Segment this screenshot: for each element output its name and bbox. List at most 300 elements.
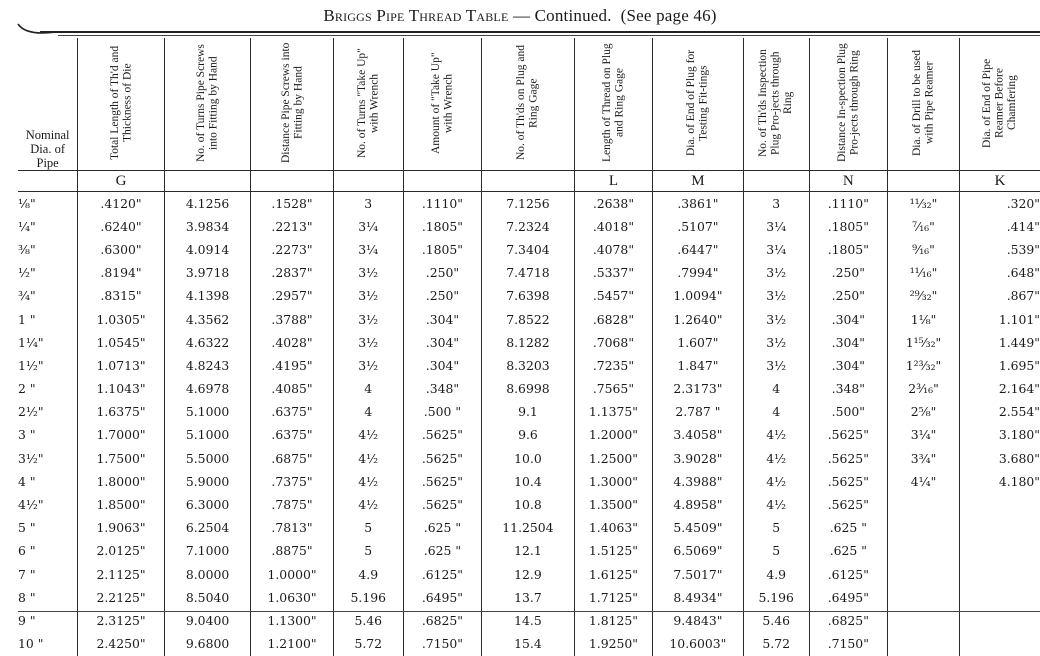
table-cell-drill: ⁹⁄₁₆": [887, 238, 959, 261]
table-cell-drill: 1²³⁄₃₂": [887, 354, 959, 377]
table-cell-threads_gage: 15.4: [482, 633, 575, 656]
table-cell-g: 2.4250": [78, 633, 165, 656]
table-row: [18, 493, 1040, 516]
table-cell-turns_wrench: 3¼: [333, 238, 403, 261]
table-cell-dist_hand: .7813": [251, 517, 333, 540]
table-cell-dist_hand: 1.0000": [251, 563, 333, 586]
table-cell-m: 2.787 ": [653, 401, 744, 424]
column-header-label: Distance Pipe Screws into Fitting by Hand: [279, 42, 305, 164]
table-cell-threads_gage: 8.6998: [482, 378, 575, 401]
table-cell-threads_gage: 11.2504: [482, 517, 575, 540]
table-cell-k: .414": [960, 215, 1040, 238]
table-cell-k: [960, 540, 1040, 563]
table-cell-k: 1.101": [960, 308, 1040, 331]
column-header-text-box: [253, 42, 330, 164]
table-cell-nominal: ⅛": [18, 195, 36, 211]
letter-row: [18, 171, 1040, 192]
table-cell-insp_threads: 5.46: [743, 609, 809, 632]
top-rule-thin: [58, 35, 1040, 36]
column-header-label: Dia. of End of Pipe Reamer Before Chamfering: [981, 58, 1019, 148]
table-cell-m: 1.847": [653, 354, 744, 377]
table-cell-n: .625 ": [809, 540, 887, 563]
table-cell-nominal: 1½": [18, 357, 44, 373]
table-cell-dist_hand: .2273": [251, 238, 333, 261]
table-cell-threads_gage: 9.1: [482, 401, 575, 424]
table-cell-dist_hand: .7375": [251, 470, 333, 493]
table-row: [18, 517, 1040, 540]
table-cell-amt_wrench: .250": [403, 285, 481, 308]
column-header-text-box: [167, 42, 249, 164]
table-cell-turns_hand: 5.9000: [164, 470, 251, 493]
column-letter: [18, 171, 78, 192]
table-cell-dist_hand: .6875": [251, 447, 333, 470]
table-row: [18, 354, 1040, 377]
table-cell-k: [960, 493, 1040, 516]
table-cell-g: .8194": [78, 262, 165, 285]
table-cell-turns_wrench: 4.9: [333, 563, 403, 586]
column-letter: [482, 171, 575, 192]
table-cell-nominal: 8 ": [18, 589, 36, 605]
column-header-text-box: [406, 42, 479, 164]
table-cell-turns_wrench: 3½: [333, 285, 403, 308]
table-cell-nominal: 4½": [18, 497, 44, 513]
table-cell-m: .3861": [653, 192, 744, 216]
table-cell-amt_wrench: .6495": [403, 586, 481, 609]
table-cell-dist_hand: .3788": [251, 308, 333, 331]
column-letter: [743, 171, 809, 192]
table-row: [18, 285, 1040, 308]
column-header-label: Total Length of Th'd and Thickness of Die: [108, 45, 134, 161]
column-letter: [164, 171, 251, 192]
table-cell-turns_wrench: 3½: [333, 331, 403, 354]
table-cell-nominal: 3 ": [18, 427, 36, 443]
table-cell-drill: 2⅝": [887, 401, 959, 424]
table-cell-l: 1.7125": [574, 586, 652, 609]
table-cell-nominal: ¼": [18, 218, 36, 234]
table-cell-threads_gage: 12.1: [482, 540, 575, 563]
table-cell-n: .500": [809, 401, 887, 424]
bottom-rule: [18, 611, 1040, 612]
table-cell-turns_hand: 4.6322: [164, 331, 251, 354]
table-cell-l: 1.9250": [574, 633, 652, 656]
table-cell-turns_wrench: 5: [333, 540, 403, 563]
table-cell-k: [960, 586, 1040, 609]
table-cell-nominal: 3½": [18, 450, 44, 466]
table-cell-k: .648": [960, 262, 1040, 285]
table-cell-threads_gage: 10.8: [482, 493, 575, 516]
column-header-dist_hand: [251, 38, 333, 171]
column-header-turns_wrench: [333, 38, 403, 171]
column-header-text-box: [484, 42, 572, 164]
column-header-text-box: [746, 42, 807, 164]
table-cell-l: 1.3500": [574, 493, 652, 516]
table-cell-dist_hand: .1528": [251, 192, 333, 216]
table-cell-amt_wrench: .5625": [403, 493, 481, 516]
table-cell-threads_gage: 13.7: [482, 586, 575, 609]
table-cell-n: .304": [809, 331, 887, 354]
table-cell-g: 1.1043": [78, 378, 165, 401]
table-cell-threads_gage: 7.6398: [482, 285, 575, 308]
table-row: [18, 586, 1040, 609]
table-cell-l: 1.1375": [574, 401, 652, 424]
column-header-text-box: [962, 42, 1038, 164]
table-cell-l: .7235": [574, 354, 652, 377]
table-cell-dist_hand: .8875": [251, 540, 333, 563]
table-cell-drill: ¹¹⁄₃₂": [887, 192, 959, 216]
column-header-label: Length of Thread on Plug and Ring Gage: [600, 43, 626, 163]
table-cell-drill: ²⁹⁄₃₂": [887, 285, 959, 308]
table-cell-amt_wrench: .5625": [403, 424, 481, 447]
table-cell-nominal: 10 ": [18, 636, 44, 652]
table-cell-g: 2.1125": [78, 563, 165, 586]
table-cell-nominal: 4 ": [18, 473, 36, 489]
column-header-nominal: Nominal Dia. of Pipe: [25, 128, 70, 170]
table-cell-m: 1.0094": [653, 285, 744, 308]
table-cell-n: .5625": [809, 470, 887, 493]
column-header-label: No. of Th'ds Inspection Plug Pro-jects through Ring: [757, 49, 795, 157]
column-header-drill: [887, 38, 959, 171]
table-cell-drill: [887, 517, 959, 540]
table-cell-n: .5625": [809, 447, 887, 470]
table-cell-turns_wrench: 4½: [333, 424, 403, 447]
table-cell-nominal: 9 ": [18, 612, 36, 628]
table-cell-amt_wrench: .304": [403, 331, 481, 354]
table-cell-threads_gage: 8.3203: [482, 354, 575, 377]
table-cell-n: .6495": [809, 586, 887, 609]
table-cell-m: .6447": [653, 238, 744, 261]
table-cell-insp_threads: 3½: [743, 331, 809, 354]
column-header-threads_gage: [482, 38, 575, 171]
table-cell-insp_threads: 4½: [743, 447, 809, 470]
table-cell-n: .250": [809, 262, 887, 285]
table-cell-drill: 3¾": [887, 447, 959, 470]
column-header-label: No. of Turns Pipe Screws into Fitting by Hand: [195, 44, 220, 162]
table-cell-m: 1.607": [653, 331, 744, 354]
table-cell-turns_hand: 3.9834: [164, 215, 251, 238]
table-cell-g: 1.8500": [78, 493, 165, 516]
column-letter: [403, 171, 481, 192]
column-header-text-box: [80, 42, 162, 164]
table-cell-g: 1.8000": [78, 470, 165, 493]
table-cell-drill: ⁷⁄₁₆": [887, 215, 959, 238]
table-cell-l: .4078": [574, 238, 652, 261]
table-cell-l: .2638": [574, 192, 652, 216]
table-cell-insp_threads: 3¼: [743, 238, 809, 261]
table-cell-insp_threads: 5: [743, 517, 809, 540]
table-cell-threads_gage: 7.8522: [482, 308, 575, 331]
table-cell-n: .1805": [809, 215, 887, 238]
column-header-label: Amount of "Take Up" with Wrench: [429, 52, 455, 154]
table-cell-amt_wrench: .5625": [403, 447, 481, 470]
table-cell-nominal: 2 ": [18, 381, 36, 397]
pipe-thread-table: [18, 38, 1040, 656]
table-cell-dist_hand: .6375": [251, 401, 333, 424]
column-header-label: Distance In-spection Plug Pro-jects through Ring: [835, 43, 861, 163]
table-cell-turns_wrench: 5.196: [333, 586, 403, 609]
table-cell-g: 2.2125": [78, 586, 165, 609]
column-letter: G: [78, 171, 165, 192]
table-cell-insp_threads: 3½: [743, 308, 809, 331]
table-cell-insp_threads: 4½: [743, 470, 809, 493]
table-cell-dist_hand: 1.1300": [251, 609, 333, 632]
table-cell-turns_wrench: 4: [333, 401, 403, 424]
column-letter: [333, 171, 403, 192]
table-cell-turns_hand: 4.1398: [164, 285, 251, 308]
table-row: [18, 470, 1040, 493]
table-cell-n: .5625": [809, 493, 887, 516]
table-cell-m: 3.9028": [653, 447, 744, 470]
column-letter: N: [809, 171, 887, 192]
column-header-g: [78, 38, 165, 171]
table-cell-n: .1805": [809, 238, 887, 261]
table-cell-amt_wrench: .1805": [403, 215, 481, 238]
table-cell-nominal: 1¼": [18, 334, 44, 350]
table-cell-l: 1.3000": [574, 470, 652, 493]
table-cell-l: 1.8125": [574, 609, 652, 632]
table-cell-m: .5107": [653, 215, 744, 238]
table-cell-turns_hand: 6.3000: [164, 493, 251, 516]
table-row: [18, 447, 1040, 470]
table-cell-amt_wrench: .625 ": [403, 517, 481, 540]
table-cell-k: 1.449": [960, 331, 1040, 354]
table-row: [18, 540, 1040, 563]
table-cell-n: .304": [809, 354, 887, 377]
table-cell-dist_hand: .2213": [251, 215, 333, 238]
table-cell-threads_gage: 10.0: [482, 447, 575, 470]
table-cell-dist_hand: .4195": [251, 354, 333, 377]
table-cell-turns_hand: 9.6800: [164, 633, 251, 656]
table-cell-insp_threads: 4½: [743, 493, 809, 516]
table-cell-n: .7150": [809, 633, 887, 656]
table-cell-m: 5.4509": [653, 517, 744, 540]
table-cell-g: 2.0125": [78, 540, 165, 563]
table-row: [18, 633, 1040, 656]
table-cell-turns_wrench: 4½: [333, 470, 403, 493]
table-cell-drill: 2³⁄₁₆": [887, 378, 959, 401]
table-cell-turns_wrench: 3½: [333, 354, 403, 377]
table-cell-dist_hand: 1.2100": [251, 633, 333, 656]
column-header-l: [574, 38, 652, 171]
table-cell-drill: [887, 609, 959, 632]
table-cell-m: 7.5017": [653, 563, 744, 586]
column-header-n: [809, 38, 887, 171]
top-rule: [40, 31, 1040, 33]
table-cell-k: 2.164": [960, 378, 1040, 401]
table-cell-g: .6300": [78, 238, 165, 261]
title-name: Briggs Pipe Thread Table: [323, 6, 509, 25]
table-row: [18, 378, 1040, 401]
table-cell-l: 1.2000": [574, 424, 652, 447]
table-cell-turns_hand: 4.3562: [164, 308, 251, 331]
table-cell-turns_wrench: 5.72: [333, 633, 403, 656]
table-cell-insp_threads: 3½: [743, 285, 809, 308]
column-header-turns_hand: [164, 38, 251, 171]
table-cell-insp_threads: 3¼: [743, 215, 809, 238]
table-cell-amt_wrench: .7150": [403, 633, 481, 656]
table-cell-m: 4.8958": [653, 493, 744, 516]
table-cell-amt_wrench: .1110": [403, 192, 481, 216]
table-cell-turns_hand: 8.0000: [164, 563, 251, 586]
table-cell-m: 9.4843": [653, 609, 744, 632]
table-row: [18, 331, 1040, 354]
table-cell-m: 8.4934": [653, 586, 744, 609]
table-cell-nominal: 2½": [18, 404, 44, 420]
table-cell-nominal: 7 ": [18, 566, 36, 582]
table-cell-nominal: 1 ": [18, 311, 36, 327]
table-cell-amt_wrench: .304": [403, 354, 481, 377]
table-cell-turns_wrench: 4: [333, 378, 403, 401]
table-cell-threads_gage: 8.1282: [482, 331, 575, 354]
table-cell-insp_threads: 3½: [743, 354, 809, 377]
column-header-label: Dia. of End of Plug for Testing Fit-tings: [685, 49, 710, 157]
table-cell-drill: [887, 493, 959, 516]
table-cell-turns_wrench: 4½: [333, 447, 403, 470]
table-cell-threads_gage: 7.4718: [482, 262, 575, 285]
table-row: [18, 238, 1040, 261]
table-cell-turns_hand: 4.8243: [164, 354, 251, 377]
table-cell-l: .6828": [574, 308, 652, 331]
table-cell-amt_wrench: .1805": [403, 238, 481, 261]
table-cell-k: [960, 563, 1040, 586]
table-cell-n: .250": [809, 285, 887, 308]
table-cell-turns_hand: 5.5000: [164, 447, 251, 470]
table-cell-m: 10.6003": [653, 633, 744, 656]
table-cell-m: 4.3988": [653, 470, 744, 493]
column-header-k: [960, 38, 1040, 171]
column-header-amt_wrench: [403, 38, 481, 171]
table-cell-amt_wrench: .250": [403, 262, 481, 285]
table-cell-nominal: 6 ": [18, 543, 36, 559]
table-cell-k: [960, 517, 1040, 540]
table-cell-insp_threads: 4.9: [743, 563, 809, 586]
table-cell-dist_hand: .7875": [251, 493, 333, 516]
table-cell-k: .320": [960, 192, 1040, 216]
table-cell-m: 2.3173": [653, 378, 744, 401]
table-cell-amt_wrench: .500 ": [403, 401, 481, 424]
table-cell-turns_hand: 4.6978: [164, 378, 251, 401]
table-cell-threads_gage: 7.3404: [482, 238, 575, 261]
table-cell-k: 3.680": [960, 447, 1040, 470]
table-cell-g: 1.7000": [78, 424, 165, 447]
table-cell-n: .625 ": [809, 517, 887, 540]
table-cell-turns_hand: 3.9718: [164, 262, 251, 285]
table-cell-turns_wrench: 5.46: [333, 609, 403, 632]
column-letter: L: [574, 171, 652, 192]
table-cell-m: 3.4058": [653, 424, 744, 447]
table-cell-drill: [887, 586, 959, 609]
table-cell-turns_wrench: 3¼: [333, 215, 403, 238]
table-cell-turns_hand: 8.5040: [164, 586, 251, 609]
column-header-text-box: [336, 42, 401, 164]
table-cell-k: 3.180": [960, 424, 1040, 447]
table-row: [18, 609, 1040, 632]
table-cell-threads_gage: 7.2324: [482, 215, 575, 238]
column-header-text-box: [655, 42, 741, 164]
table-cell-k: 4.180": [960, 470, 1040, 493]
table-cell-m: .7994": [653, 262, 744, 285]
table-cell-drill: 1⅛": [887, 308, 959, 331]
table-cell-dist_hand: .6375": [251, 424, 333, 447]
table-cell-drill: [887, 540, 959, 563]
column-header-insp_threads: [743, 38, 809, 171]
column-header-label: No. of Turns "Take Up" with Wrench: [355, 48, 381, 158]
table-cell-drill: 1¹⁵⁄₃₂": [887, 331, 959, 354]
table-cell-k: [960, 633, 1040, 656]
column-header-text-box: [890, 42, 957, 164]
table-cell-insp_threads: 5: [743, 540, 809, 563]
table-cell-insp_threads: 4½: [743, 424, 809, 447]
table-cell-turns_wrench: 5: [333, 517, 403, 540]
table-cell-l: .4018": [574, 215, 652, 238]
table-cell-turns_hand: 9.0400: [164, 609, 251, 632]
table-cell-k: 2.554": [960, 401, 1040, 424]
table-cell-g: 1.0305": [78, 308, 165, 331]
column-letter: [251, 171, 333, 192]
table-cell-k: .539": [960, 238, 1040, 261]
table-row: [18, 215, 1040, 238]
table-cell-insp_threads: 4: [743, 378, 809, 401]
header-row: [18, 38, 1040, 171]
table-cell-threads_gage: 7.1256: [482, 192, 575, 216]
table-cell-g: 1.0713": [78, 354, 165, 377]
table-row: [18, 192, 1040, 216]
table-cell-drill: [887, 563, 959, 586]
table-row: [18, 262, 1040, 285]
table-cell-turns_hand: 4.0914: [164, 238, 251, 261]
table-cell-threads_gage: 9.6: [482, 424, 575, 447]
table-cell-turns_hand: 4.1256: [164, 192, 251, 216]
table-cell-drill: 4¼": [887, 470, 959, 493]
table-cell-g: 1.7500": [78, 447, 165, 470]
table-cell-amt_wrench: .5625": [403, 470, 481, 493]
column-header-text-box: [577, 42, 650, 164]
table-cell-n: .6825": [809, 609, 887, 632]
table-cell-m: 1.2640": [653, 308, 744, 331]
table-row: [18, 424, 1040, 447]
table-cell-k: .867": [960, 285, 1040, 308]
table-cell-insp_threads: 5.72: [743, 633, 809, 656]
table-cell-l: .7565": [574, 378, 652, 401]
table-cell-amt_wrench: .6825": [403, 609, 481, 632]
table-cell-turns_wrench: 3½: [333, 308, 403, 331]
table-cell-amt_wrench: .625 ": [403, 540, 481, 563]
table-cell-m: 6.5069": [653, 540, 744, 563]
table-cell-nominal: ⅜": [18, 241, 36, 257]
table-cell-l: 1.6125": [574, 563, 652, 586]
table-row: [18, 563, 1040, 586]
table-row: [18, 401, 1040, 424]
table-cell-g: .6240": [78, 215, 165, 238]
table-cell-amt_wrench: .348": [403, 378, 481, 401]
table-cell-threads_gage: 12.9: [482, 563, 575, 586]
column-letter: M: [653, 171, 744, 192]
table-cell-insp_threads: 3½: [743, 262, 809, 285]
table-cell-n: .1110": [809, 192, 887, 216]
column-letter: [887, 171, 959, 192]
title-page-ref: (See page 46): [620, 6, 717, 25]
table-cell-turns_wrench: 3½: [333, 262, 403, 285]
table-cell-insp_threads: 4: [743, 401, 809, 424]
column-header-text-box: [812, 42, 885, 164]
table-cell-l: .5457": [574, 285, 652, 308]
table-cell-turns_hand: 5.1000: [164, 424, 251, 447]
table-cell-nominal: ½": [18, 265, 36, 281]
table-cell-turns_hand: 6.2504: [164, 517, 251, 540]
table-title: [0, 6, 1040, 26]
table-cell-l: 1.2500": [574, 447, 652, 470]
table-cell-drill: 3¼": [887, 424, 959, 447]
table-cell-g: 1.6375": [78, 401, 165, 424]
